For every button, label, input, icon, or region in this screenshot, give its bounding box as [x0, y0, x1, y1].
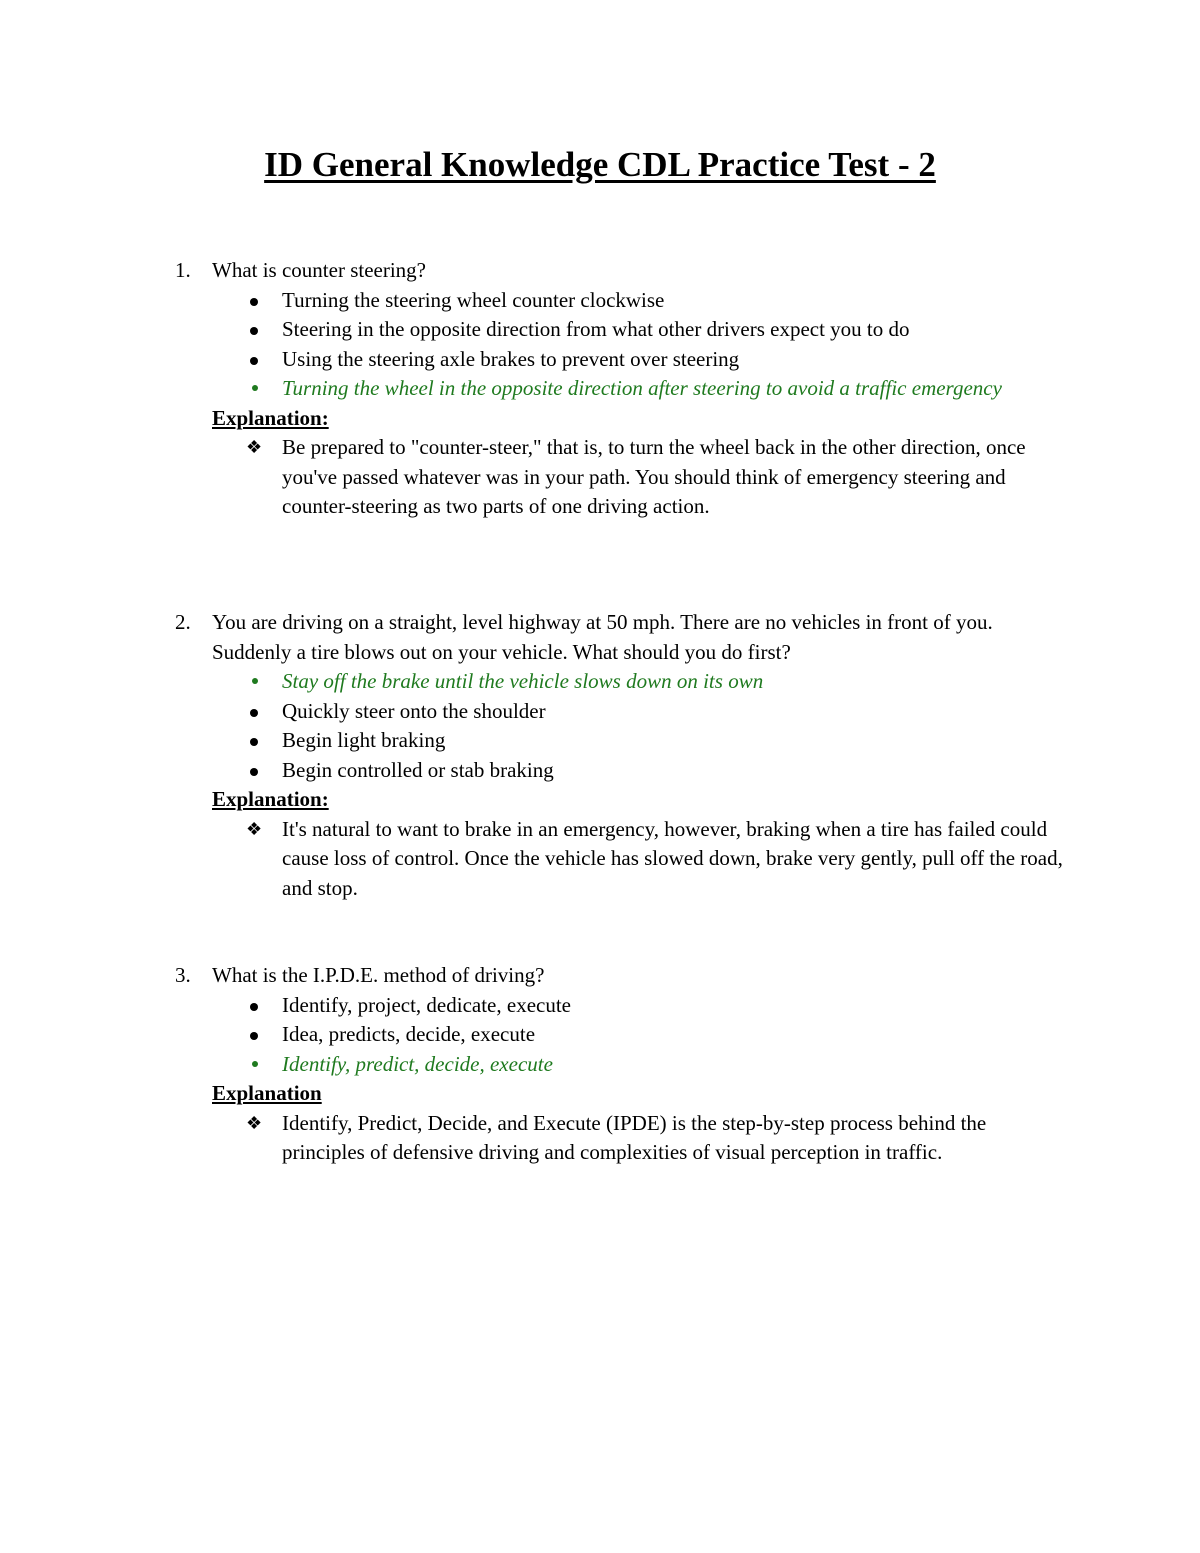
answer-option: Steering in the opposite direction from what other drivers expect you to do: [282, 315, 1072, 345]
answer-option: Identify, project, dedicate, execute: [282, 991, 1072, 1021]
answer-option: Quickly steer onto the shoulder: [282, 697, 1072, 727]
bullet-icon: [250, 327, 258, 335]
correct-answer-option: Identify, predict, decide, execute: [282, 1050, 1072, 1080]
diamond-bullet-icon: ❖: [246, 1112, 263, 1133]
bullet-icon: [252, 678, 258, 684]
explanation-heading: Explanation:: [212, 405, 329, 430]
correct-answer-option: Stay off the brake until the vehicle slows down on its own: [282, 667, 1072, 697]
bullet-icon: [250, 709, 258, 717]
bullet-icon: [250, 1032, 258, 1040]
explanation-text: ❖ Identify, Predict, Decide, and Execute (IPDE) is the step-by-step process behind the principles of defensive driving and complexities of visual perception in traffic.: [246, 1110, 987, 1164]
question-text: What is counter steering?: [212, 258, 426, 282]
answer-options: [0, 667, 1200, 785]
explanation-text: ❖ It's natural to want to brake in an emergency, however, braking when a tire has failed could cause loss of control. Once the vehicle has slowed down, brake very gently, pull off the road, and stop.: [246, 816, 1063, 900]
question-1: [0, 256, 1200, 522]
answer-option: Turning the steering wheel counter clockwise: [282, 286, 1072, 316]
bullet-icon: [250, 298, 258, 306]
answer-options: [0, 286, 1200, 404]
answer-option: Begin light braking: [282, 726, 1072, 756]
answer-option: Using the steering axle brakes to prevent over steering: [282, 345, 1072, 375]
question-number: 3.: [175, 963, 191, 987]
question-text: You are driving on a straight, level highway at 50 mph. There are no vehicles in front of you. Suddenly a tire blows out on your vehicle. What should you do first?: [212, 610, 993, 664]
question-3: [0, 961, 1200, 1168]
bullet-icon: [252, 385, 258, 391]
question-number: 1.: [175, 258, 191, 282]
bullet-icon: [250, 357, 258, 365]
bullet-icon: [250, 738, 258, 746]
answer-option: Begin controlled or stab braking: [282, 756, 1072, 786]
correct-answer-option: Turning the wheel in the opposite direction after steering to avoid a traffic emergency: [282, 374, 1072, 404]
explanation-heading: Explanation: [212, 1081, 322, 1105]
page-title: ID General Knowledge CDL Practice Test - 2: [264, 145, 936, 184]
bullet-icon: [250, 1003, 258, 1011]
explanation-heading: Explanation:: [212, 787, 329, 811]
bullet-icon: [252, 1061, 258, 1067]
answer-option: Idea, predicts, decide, execute: [282, 1020, 1072, 1050]
question-number: 2.: [175, 610, 191, 634]
diamond-bullet-icon: ❖: [246, 437, 263, 457]
answer-options: [0, 991, 1200, 1080]
question-2: [0, 608, 1200, 903]
diamond-bullet-icon: ❖: [246, 818, 263, 839]
question-text: What is the I.P.D.E. method of driving?: [212, 963, 545, 987]
bullet-icon: [250, 768, 258, 776]
explanation-text: ❖ Be prepared to "counter-steer," that is, to turn the wheel back in the other direction, once you've passed whatever was in your path. You should think of emergency steering and counter-steering as two parts of one driving action.: [246, 435, 1026, 518]
